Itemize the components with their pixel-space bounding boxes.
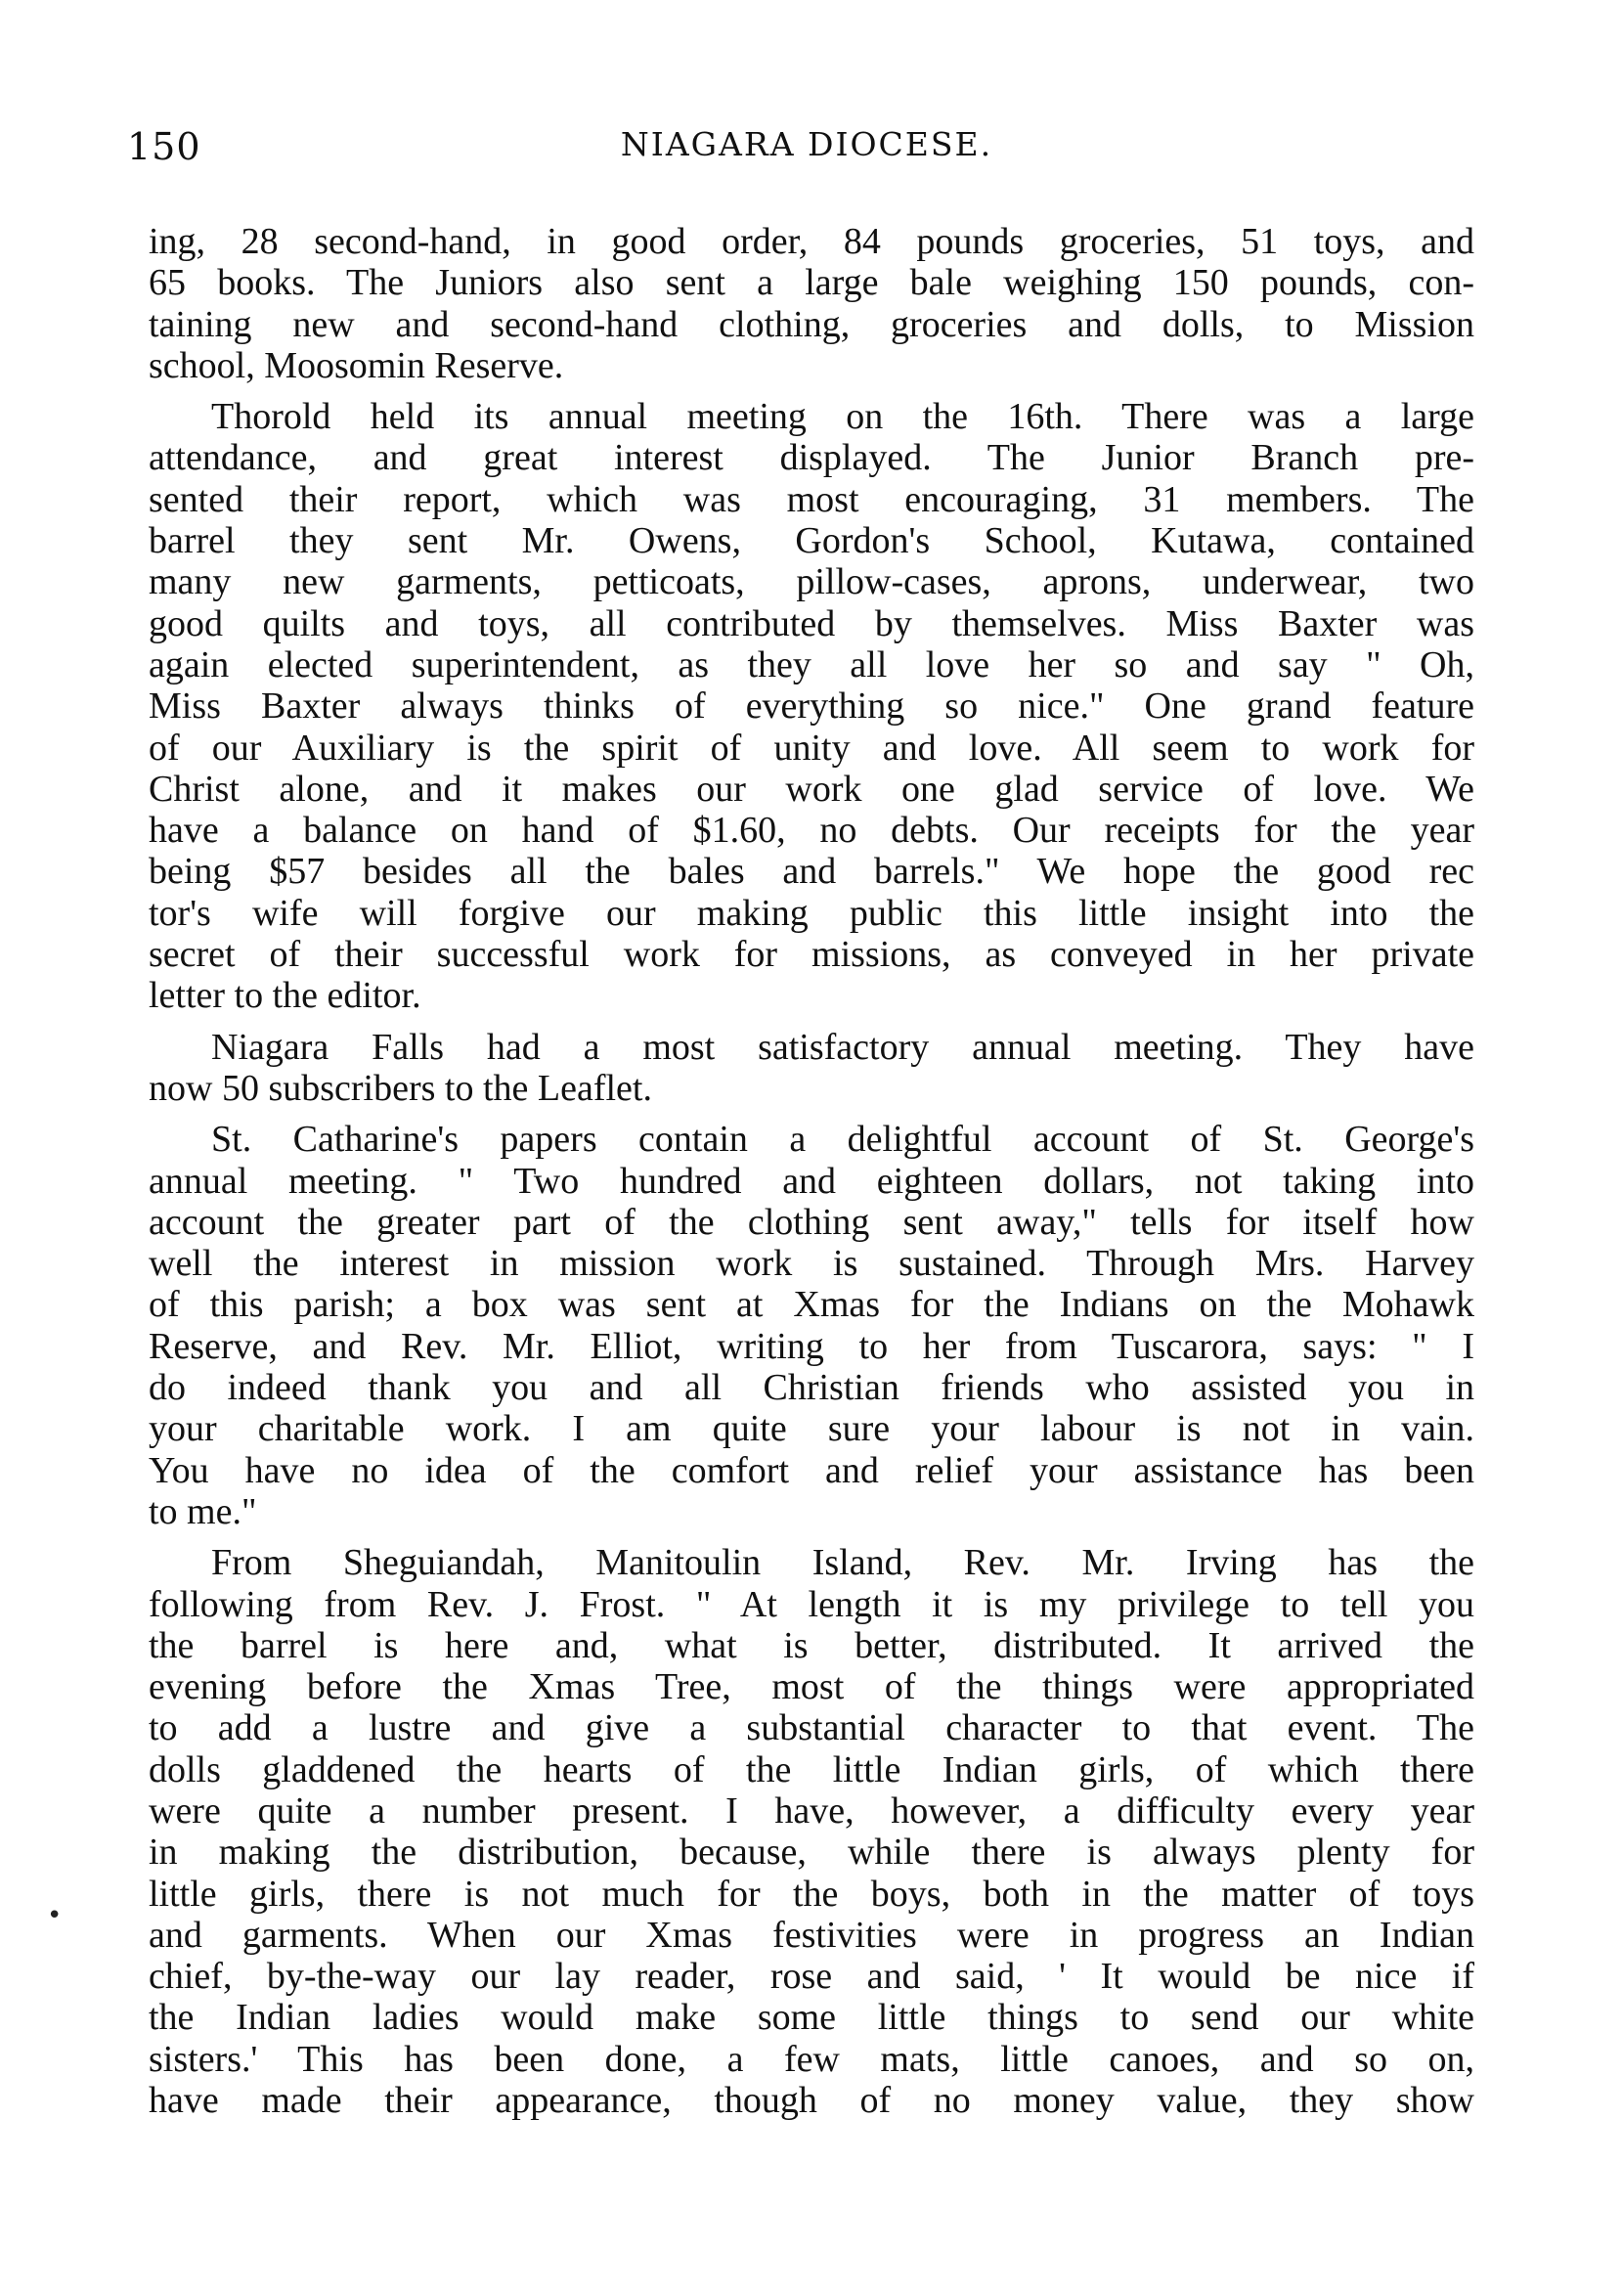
text-line: now 50 subscribers to the Leaflet. [149,1067,652,1109]
text-line: Niagara Falls had a most satisfactory annual meeting. They have [211,1026,1474,1068]
text-line: the Indian ladies would make some little things to send our white [149,1997,1474,2039]
text-line: tor's wife will forgive our making public this little insight into the [149,892,1474,934]
text-line: the barrel is here and, what is better, distributed. It arrived the [149,1624,1474,1666]
text-line: evening before the Xmas Tree, most of the things were appropriated [149,1666,1474,1708]
text-line: to add a lustre and give a substantial character to that event. The [149,1707,1474,1749]
text-line: in making the distribution, because, while there is always plenty for [149,1832,1474,1874]
paragraph [149,1119,1474,1532]
text-line: chief, by-the-way our lay reader, rose and said, ' It would be nice if [149,1956,1474,1998]
margin-mark: • [47,1901,63,1930]
text-line: school, Moosomin Reserve. [149,344,564,386]
text-line: were quite a number present. I have, however, a difficulty every year [149,1789,1474,1832]
text-line: barrel they sent Mr. Owens, Gordon's School, Kutawa, contained [149,520,1474,562]
text-line: Reserve, and Rev. Mr. Elliot, writing to her from Tuscarora, says: " I [149,1325,1474,1367]
text-line: attendance, and great interest displayed. The Junior Branch pre- [149,437,1474,479]
body-text [149,221,1474,2121]
text-line: many new garments, petticoats, pillow-cases, aprons, underwear, two [149,561,1474,603]
paragraph [149,1027,1474,1110]
paragraph [149,396,1474,1016]
paragraph [149,221,1474,386]
text-line: do indeed thank you and all Christian friends who assisted you in [149,1367,1474,1409]
text-line: Christ alone, and it makes our work one glad service of love. We [149,768,1474,810]
text-line: of our Auxiliary is the spirit of unity and love. All seem to work for [149,727,1474,769]
text-line: You have no idea of the comfort and relief your assistance has been [149,1449,1474,1491]
text-line: being $57 besides all the bales and barrels." We hope the good rec [149,851,1474,893]
text-line: account the greater part of the clothing sent away," tells for itself how [149,1201,1474,1243]
text-line: taining new and second-hand clothing, groceries and dolls, to Mission [149,303,1474,345]
text-line: dolls gladdened the hearts of the little Indian girls, of which there [149,1748,1474,1790]
text-line: annual meeting. " Two hundred and eighteen dollars, not taking into [149,1160,1474,1202]
text-line: good quilts and toys, all contributed by themselves. Miss Baxter was [149,602,1474,644]
running-head [127,125,1486,174]
text-line: 65 books. The Juniors also sent a large bale weighing 150 pounds, con- [149,262,1474,304]
text-line: St. Catharine's papers contain a delightful account of St. George's [211,1119,1474,1161]
text-line: ing, 28 second-hand, in good order, 84 pounds groceries, 51 toys, and [149,221,1474,262]
text-line: have a balance on hand of $1.60, no debts. Our receipts for the year [149,810,1474,852]
text-line: have made their appearance, though of no money value, they show [149,2080,1474,2122]
text-line: to me." [149,1490,257,1532]
text-line: sisters.' This has been done, a few mats, little canoes, and so on, [149,2038,1474,2080]
text-line: letter to the editor. [149,975,421,1017]
text-line: Thorold held its annual meeting on the 16th. There was a large [211,396,1474,438]
text-line: sented their report, which was most encouraging, 31 members. The [149,478,1474,520]
paragraph [149,1542,1474,2121]
text-line: From Sheguiandah, Manitoulin Island, Rev. Mr. Irving has the [211,1542,1474,1584]
running-title: NIAGARA DIOCESE. [620,125,993,163]
text-line: following from Rev. J. Frost. " At length it is my privilege to tell you [149,1583,1474,1625]
text-line: and garments. When our Xmas festivities were in progress an Indian [149,1914,1474,1956]
text-line: secret of their successful work for missions, as conveyed in her private [149,934,1474,976]
page-number: 150 [127,125,201,168]
text-line: again elected superintendent, as they all love her so and say " Oh, [149,643,1474,685]
text-line: little girls, there is not much for the boys, both in the matter of toys [149,1873,1474,1915]
text-line: of this parish; a box was sent at Xmas for the Indians on the Mohawk [149,1284,1474,1326]
text-line: well the interest in mission work is sustained. Through Mrs. Harvey [149,1243,1474,1285]
text-line: Miss Baxter always thinks of everything so nice." One grand feature [149,685,1474,728]
text-line: your charitable work. I am quite sure your labour is not in vain. [149,1408,1474,1450]
